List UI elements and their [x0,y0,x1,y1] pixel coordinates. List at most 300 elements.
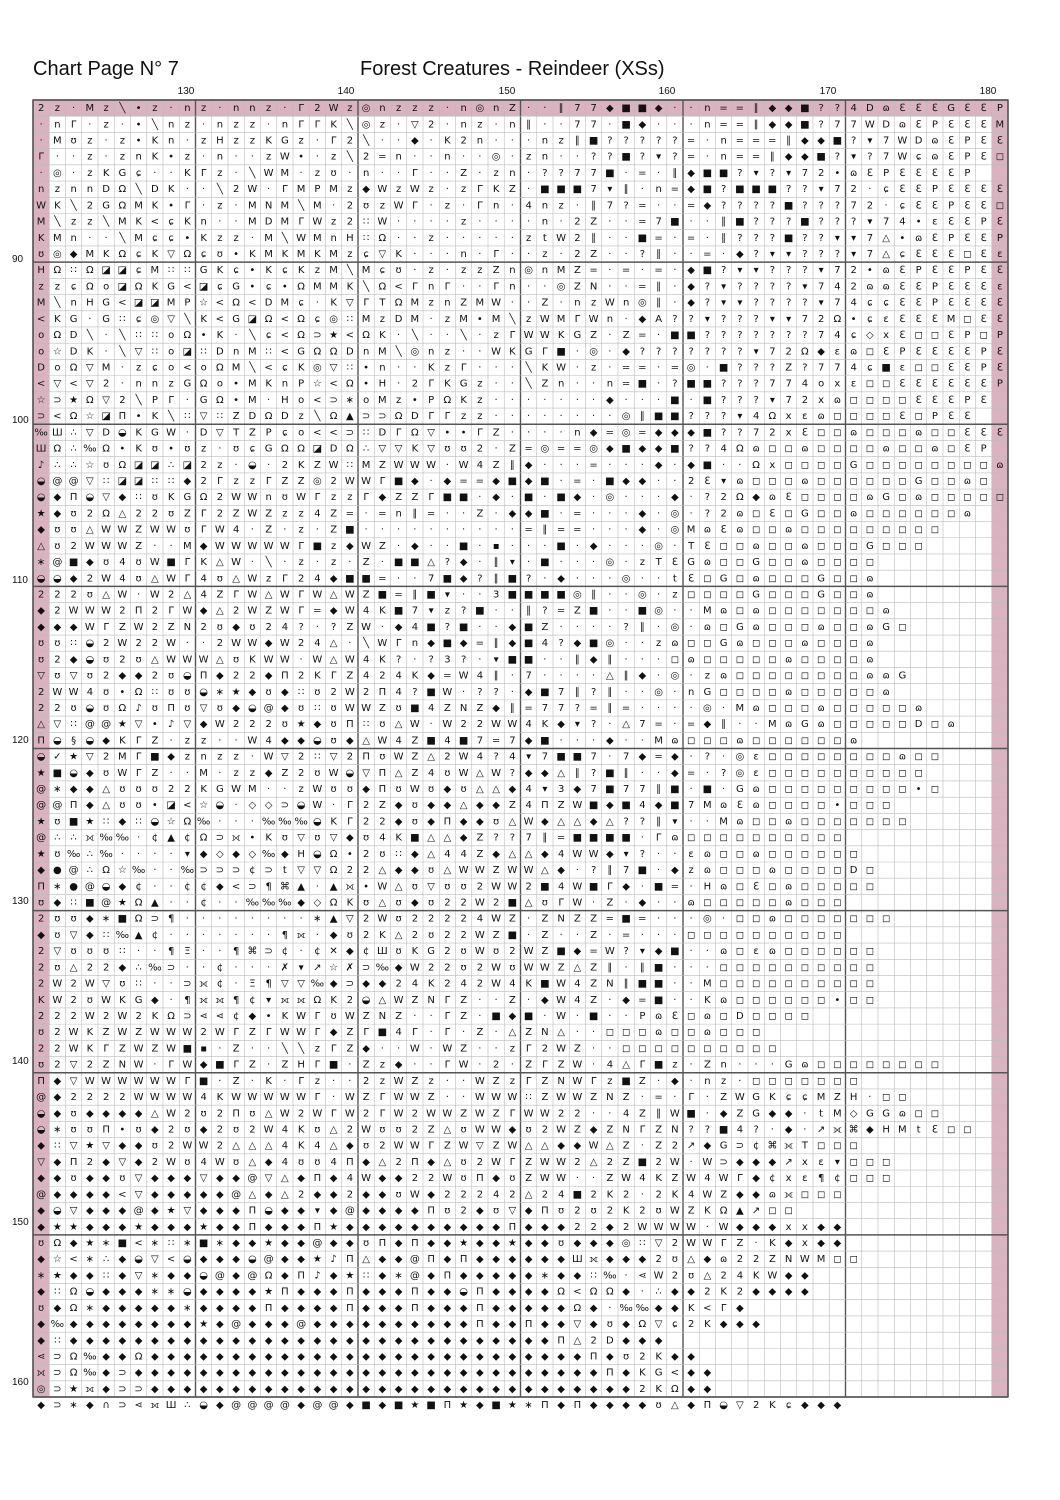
stitch-symbol: · [430,168,433,179]
stitch-symbol: ◻ [784,784,792,795]
stitch-symbol: Z [590,962,597,973]
stitch-symbol: = [638,168,646,179]
stitch-symbol: · [641,1287,644,1298]
stitch-symbol: 2 [54,703,60,714]
stitch-symbol: ◻ [866,703,874,714]
stitch-symbol: Γ [558,898,564,909]
stitch-symbol: ☆ [53,1254,62,1265]
stitch-symbol: ◆ [590,1124,598,1135]
stitch-symbol: ◆ [200,1335,208,1346]
stitch-symbol: z [559,136,564,147]
stitch-symbol: W [589,1141,599,1152]
stitch-symbol: · [657,492,660,503]
stitch-symbol: 4 [314,573,320,584]
stitch-symbol: ◻ [768,881,776,892]
stitch-symbol: z [347,249,352,260]
stitch-symbol: t [543,233,547,244]
stitch-symbol: n [70,184,76,195]
stitch-symbol: z [217,460,222,471]
stitch-symbol: · [170,930,173,941]
stitch-symbol: Z [655,1141,662,1152]
stitch-symbol: Z [509,184,516,195]
stitch-symbol: Z [541,1092,548,1103]
stitch-symbol: W [540,314,550,325]
stitch-symbol: 2 [38,1043,44,1054]
stitch-symbol: ★ [69,1222,78,1233]
stitch-symbol: G [882,622,890,633]
stitch-symbol: ■ [768,184,777,195]
stitch-symbol: ɛ [753,752,758,763]
stitch-symbol: ◆ [687,427,695,438]
stitch-symbol: · [218,768,221,779]
stitch-symbol: D [200,427,208,438]
stitch-symbol: ◆ [119,1335,127,1346]
stitch-symbol: Z [574,265,581,276]
stitch-symbol: · [478,654,481,665]
stitch-symbol: ◆ [297,1238,305,1249]
stitch-symbol: M [459,314,468,325]
stitch-symbol: K [330,995,337,1006]
stitch-symbol: · [706,768,709,779]
stitch-symbol: 4 [119,557,125,568]
stitch-symbol: ◎ [313,476,322,487]
stitch-symbol: ʊ [412,881,418,892]
stitch-symbol: = [687,136,695,147]
stitch-symbol: ▽ [574,1319,582,1330]
stitch-symbol: · [576,379,579,390]
stitch-symbol: 2 [607,1206,613,1217]
stitch-symbol: ʊ [493,946,499,957]
stitch-symbol: ∥ [591,589,596,600]
stitch-symbol: G [216,784,224,795]
stitch-symbol: ▾ [640,946,645,957]
stitch-symbol: · [673,995,676,1006]
stitch-symbol: ℇ [916,281,922,292]
stitch-symbol: 2 [233,671,239,682]
stitch-symbol: ◆ [54,1157,62,1168]
stitch-symbol: ◻ [817,557,825,568]
stitch-symbol: z [87,168,92,179]
stitch-symbol: Π [265,1303,273,1314]
stitch-symbol: ◪ [150,460,159,471]
stitch-symbol: ʊ [54,541,60,552]
stitch-symbol: ◆ [37,525,45,536]
stitch-symbol: ◆ [492,1270,500,1281]
stitch-symbol: ◆ [70,1189,78,1200]
stitch-symbol: ◻ [833,687,841,698]
stitch-symbol: ℇ [964,184,970,195]
stitch-symbol: ◆ [265,1222,273,1233]
stitch-symbol: ɕ [250,444,256,455]
stitch-symbol: 7 [753,427,759,438]
stitch-symbol: · [251,525,254,536]
stitch-symbol: · [105,136,108,147]
stitch-symbol: ◪ [183,346,192,357]
stitch-symbol: · [251,152,254,163]
stitch-symbol: ∴ [70,460,76,471]
stitch-symbol: ▾ [510,557,515,568]
stitch-symbol: z [705,671,710,682]
stitch-symbol: W [345,687,355,698]
stitch-symbol: 2 [119,395,125,406]
stitch-symbol: ? [672,346,677,357]
stitch-symbol: ◪ [313,444,322,455]
stitch-symbol: < [118,1189,126,1200]
stitch-symbol: ◆ [574,1238,582,1249]
stitch-symbol: ℇ [932,249,938,260]
stitch-symbol: D [411,411,419,422]
stitch-symbol: ◆ [671,752,679,763]
stitch-symbol: ╲ [151,117,159,130]
stitch-symbol: 2 [477,1189,483,1200]
stitch-symbol: ▽ [184,719,192,730]
stitch-symbol: · [413,573,416,584]
stitch-symbol: K [152,411,159,422]
stitch-symbol: ◆ [37,1206,45,1217]
stitch-symbol: K [379,654,386,665]
stitch-symbol: z [526,233,531,244]
stitch-symbol: ↗ [687,1141,695,1152]
stitch-symbol: ɷ [915,427,922,438]
stitch-symbol: ◆ [297,898,305,909]
stitch-symbol: ◆ [330,573,338,584]
stitch-symbol: · [706,363,709,374]
stitch-symbol: ◻ [719,1027,727,1038]
stitch-symbol: z [201,136,206,147]
stitch-symbol: ╲ [313,409,321,422]
stitch-symbol: ? [526,573,531,584]
stitch-symbol: W [475,1076,485,1087]
stitch-symbol: ◻ [833,671,841,682]
stitch-symbol: ◆ [769,1222,777,1233]
stitch-symbol: ■ [313,541,322,552]
stitch-symbol: M [102,363,111,374]
stitch-symbol: ʊ [249,622,255,633]
stitch-symbol: ◻ [866,460,874,471]
stitch-symbol: M [329,281,338,292]
stitch-symbol: 4 [737,1124,743,1135]
stitch-symbol: W [231,638,241,649]
stitch-symbol: ◆ [362,1206,370,1217]
stitch-symbol: ◆ [232,1384,240,1395]
stitch-symbol: o [363,395,369,406]
stitch-symbol: ‰ [636,1303,649,1314]
stitch-symbol: Π [314,1222,322,1233]
stitch-symbol: ◆ [330,979,338,990]
stitch-symbol: Γ [380,1108,386,1119]
stitch-symbol: ʊ [688,1270,694,1281]
stitch-symbol: ◆ [232,1287,240,1298]
stitch-symbol: ɕ [867,314,873,325]
stitch-symbol: ╲ [265,555,273,568]
stitch-symbol: · [332,1092,335,1103]
stitch-symbol: ℇ [899,265,905,276]
stitch-symbol: ◻ [719,622,727,633]
stitch-symbol: · [283,1076,286,1087]
stitch-symbol: Z [558,800,565,811]
stitch-symbol: Π [200,671,208,682]
stitch-symbol: W [524,816,534,827]
stitch-symbol: W [85,622,95,633]
stitch-symbol: 7 [655,217,661,228]
stitch-symbol: ◻ [817,816,825,827]
stitch-symbol: 2 [639,1206,645,1217]
stitch-symbol: ʊ [152,784,158,795]
stitch-symbol: K [249,249,256,260]
stitch-symbol: W [150,1092,160,1103]
stitch-symbol: ‰ [99,833,112,844]
stitch-symbol: ◆ [476,1368,484,1379]
stitch-symbol: ◆ [817,136,825,147]
stitch-symbol: ■ [443,492,452,503]
stitch-symbol: ◻ [866,476,874,487]
stitch-symbol: ∥ [656,249,661,260]
stitch-symbol: ◆ [557,1303,565,1314]
stitch-symbol: △ [37,541,45,552]
stitch-symbol: P [981,217,987,228]
stitch-symbol: ■ [638,379,647,390]
stitch-symbol: ◻ [866,508,874,519]
stitch-symbol: ◆ [671,1303,679,1314]
stitch-symbol: ◆ [297,1206,305,1217]
stitch-symbol: △ [86,525,94,536]
stitch-symbol: < [69,379,77,390]
stitch-symbol: ▽ [135,346,143,357]
stitch-symbol: ■ [703,784,712,795]
stitch-symbol: < [573,1287,581,1298]
stitch-symbol: ◻ [801,962,809,973]
stitch-symbol: ◆ [216,1303,224,1314]
stitch-symbol: W [247,606,257,617]
stitch-symbol: ◻ [784,752,792,763]
stitch-symbol: Ω [265,314,273,325]
stitch-symbol: ◆ [606,1222,614,1233]
stitch-symbol: Π [135,606,143,617]
stitch-symbol: ⊃ [151,914,159,925]
stitch-symbol: ʊ [428,930,434,941]
stitch-symbol: M [281,200,290,211]
stitch-symbol: ℇ [948,363,954,374]
stitch-symbol: ■ [800,103,809,114]
stitch-symbol: ◎ [411,346,420,357]
stitch-symbol: ▽ [135,719,143,730]
stitch-symbol: ℇ [948,411,954,422]
stitch-symbol: ◆ [86,1173,94,1184]
stitch-symbol: M [37,298,46,309]
stitch-symbol: ¶ [282,930,288,941]
stitch-symbol: ■ [508,589,517,600]
stitch-symbol: Π [167,703,175,714]
stitch-symbol: · [576,735,579,746]
stitch-symbol: 2 [672,1238,678,1249]
stitch-symbol: ℇ [769,508,775,519]
stitch-symbol: ∷ [54,1141,60,1152]
stitch-symbol: 2 [590,1335,596,1346]
stitch-symbol: n [704,119,710,130]
stitch-symbol: ◻ [979,330,987,341]
stitch-symbol: ? [786,281,791,292]
stitch-symbol: ◆ [379,979,387,990]
stitch-symbol: ◻ [882,752,890,763]
stitch-symbol: ɷ [736,525,743,536]
stitch-symbol: ◆ [362,184,370,195]
stitch-symbol: ■ [524,654,533,665]
stitch-symbol: · [543,671,546,682]
stitch-symbol: · [316,152,319,163]
stitch-symbol: W [231,541,241,552]
stitch-symbol: · [137,946,140,957]
stitch-symbol: · [495,606,498,617]
stitch-symbol: 4 [119,573,125,584]
stitch-symbol: · [478,152,481,163]
stitch-symbol: ◆ [265,671,273,682]
stitch-symbol: W [377,184,387,195]
stitch-symbol: ∥ [656,281,661,292]
stitch-symbol: · [673,281,676,292]
stitch-symbol: ∷ [135,816,141,827]
stitch-symbol: n [412,638,418,649]
stitch-symbol: ◻ [687,1011,695,1022]
stitch-symbol: · [348,638,351,649]
stitch-symbol: ◆ [509,638,517,649]
stitch-symbol: Γ [185,573,191,584]
stitch-symbol: ◻ [703,654,711,665]
stitch-symbol: 2 [168,1124,174,1135]
stitch-symbol: · [235,816,238,827]
stitch-symbol: · [495,363,498,374]
stitch-symbol: ╲ [411,328,419,341]
stitch-symbol: W [377,914,387,925]
stitch-symbol: ◇ [314,898,322,909]
stitch-symbol: Γ [412,281,418,292]
stitch-symbol: ◒ [69,768,78,779]
stitch-symbol: 4 [460,979,466,990]
stitch-symbol: ⋖ [216,1011,224,1022]
stitch-symbol: Ξ [249,979,255,990]
stitch-symbol: W [410,460,420,471]
stitch-symbol: G [184,492,192,503]
stitch-symbol: · [592,411,595,422]
stitch-symbol: ★ [37,508,46,519]
stitch-symbol: ⊃ [183,1011,191,1022]
stitch-symbol: ◻ [768,622,776,633]
stitch-symbol: ◪ [199,281,208,292]
stitch-symbol: · [235,735,238,746]
stitch-symbol: W [101,1076,111,1087]
stitch-symbol: ◒ [313,735,322,746]
stitch-symbol: 2 [298,573,304,584]
stitch-symbol: 2 [38,1011,44,1022]
stitch-symbol: ♪ [168,719,174,730]
stitch-symbol: Γ [640,1060,646,1071]
stitch-symbol: △ [590,1157,598,1168]
stitch-symbol: o [298,427,304,438]
stitch-symbol: ℇ [981,298,987,309]
stitch-symbol: W [475,946,485,957]
stitch-symbol: · [186,184,189,195]
stitch-symbol: ◻ [768,962,776,973]
stitch-symbol: Z [233,1043,240,1054]
stitch-symbol: ∥ [575,654,580,665]
stitch-symbol: ∥ [575,687,580,698]
stitch-symbol: o [54,363,60,374]
stitch-symbol: ∥ [494,638,499,649]
stitch-symbol: ◆ [281,1254,289,1265]
stitch-symbol: z [136,363,141,374]
stitch-symbol: 4 [395,1027,401,1038]
stitch-symbol: ◻ [703,638,711,649]
stitch-symbol: ⊃ [313,330,321,341]
stitch-symbol: ■ [719,1124,728,1135]
stitch-symbol: ◆ [54,492,62,503]
stitch-symbol: Ω [86,281,94,292]
stitch-symbol: 2 [152,1157,158,1168]
stitch-symbol: < [118,298,126,309]
stitch-symbol: ◻ [931,1108,939,1119]
stitch-symbol: Γ [282,184,288,195]
stitch-symbol: ◻ [768,573,776,584]
col-label: 150 [499,86,516,97]
stitch-symbol: · [218,914,221,925]
stitch-symbol: ■ [394,606,403,617]
stitch-symbol: ʊ [444,881,450,892]
stitch-symbol: Z [444,1141,451,1152]
stitch-symbol: ◆ [492,1222,500,1233]
stitch-symbol: W [101,525,111,536]
stitch-symbol: Z [574,1124,581,1135]
stitch-symbol: ʊ [87,671,93,682]
stitch-symbol: · [186,914,189,925]
stitch-symbol: z [461,184,466,195]
stitch-symbol: ◻ [817,881,825,892]
stitch-symbol: ■ [638,1157,647,1168]
stitch-symbol: W [589,314,599,325]
stitch-symbol: ʊ [87,946,93,957]
stitch-symbol: ╲ [167,409,175,422]
stitch-symbol: M [362,460,371,471]
stitch-symbol: ∗ [86,1303,94,1314]
stitch-symbol: · [527,427,530,438]
stitch-symbol: K [655,1173,662,1184]
stitch-symbol: 2 [87,508,93,519]
stitch-symbol: 2 [347,865,353,876]
stitch-symbol: ◆ [184,1351,192,1362]
stitch-symbol: W [361,476,371,487]
stitch-symbol: Z [330,508,337,519]
stitch-symbol: ▽ [70,930,78,941]
stitch-symbol: G [460,379,468,390]
stitch-symbol: ☆ [85,411,94,422]
stitch-symbol: ∗ [53,881,61,892]
stitch-symbol: ʊ [461,1124,467,1135]
stitch-symbol: ∷ [135,492,141,503]
stitch-symbol: ◆ [476,1384,484,1395]
stitch-symbol: · [235,930,238,941]
stitch-symbol: Γ [315,1092,321,1103]
stitch-symbol: ? [445,557,450,568]
stitch-symbol: • [363,379,369,390]
stitch-symbol: ◆ [541,1287,549,1298]
stitch-symbol: · [397,217,400,228]
stitch-symbol: ◆ [119,1270,127,1281]
stitch-symbol: K [103,249,110,260]
stitch-symbol: Γ [380,1092,386,1103]
stitch-symbol: ℇ [948,249,954,260]
stitch-symbol: ◻ [833,703,841,714]
stitch-symbol: ◻ [849,395,857,406]
stitch-symbol: · [560,735,563,746]
stitch-symbol: W [377,881,387,892]
